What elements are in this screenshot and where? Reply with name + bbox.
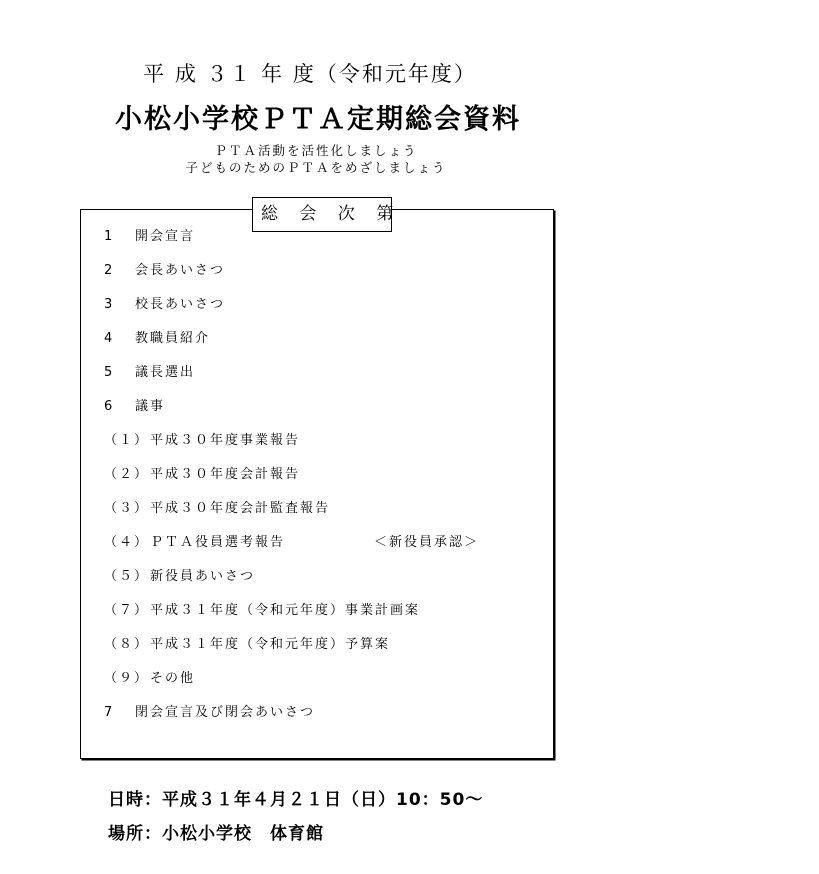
slogan-line: ＰＴＡ活動を活性化しましょう: [214, 143, 418, 158]
agenda-sub-item: [104, 431, 420, 465]
agenda-item: [104, 261, 420, 295]
agenda-item: [104, 363, 420, 397]
agenda-label: 閉会宣言及び閉会あいさつ: [135, 705, 316, 720]
agenda-sub-label: 平成３０年度事業報告: [150, 433, 301, 448]
agenda-label: 議事: [135, 399, 166, 414]
agenda-label: 開会宣言: [135, 229, 196, 244]
agenda-item: [104, 227, 420, 261]
agenda-sub-number: （８）: [104, 637, 150, 652]
slogan-line: 子どものためのＰＴＡをめざしましょう: [185, 160, 447, 175]
agenda-label: 会長あいさつ: [135, 263, 226, 278]
event-datetime: 日時：平成３１年４月２１日（日）10：50～: [108, 790, 484, 810]
agenda-label: 議長選出: [135, 365, 196, 380]
agenda-list: [104, 227, 480, 737]
agenda-number: 3: [104, 297, 115, 312]
agenda-sub-item: [104, 601, 420, 635]
agenda-sub-number: （９）: [104, 671, 150, 686]
agenda-sub-label: 新役員あいさつ: [150, 569, 256, 584]
agenda-sub-label: 平成３１年度（令和元年度）事業計画案: [150, 603, 421, 618]
agenda-sub-number: （２）: [104, 467, 150, 482]
agenda-number: 6: [104, 399, 115, 414]
agenda-sub-number: （７）: [104, 603, 150, 618]
agenda-sub-number: （３）: [104, 501, 150, 516]
agenda-item: [104, 703, 420, 737]
agenda-number: 2: [104, 263, 115, 278]
agenda-number: 5: [104, 365, 115, 380]
agenda-number: 1: [104, 229, 115, 244]
era-title: 平 成 ３１ 年 度（令和元年度）: [143, 62, 477, 86]
agenda-sub-item: [104, 669, 420, 703]
agenda-item: [104, 295, 420, 329]
agenda-sub-item: [104, 465, 420, 499]
event-venue: 場所：小松小学校 体育館: [108, 824, 324, 844]
agenda-item: [104, 329, 420, 363]
agenda-sub-item: [104, 499, 420, 533]
agenda-sub-label: 平成３０年度会計監査報告: [150, 501, 331, 516]
document-title: 小松小学校ＰＴＡ定期総会資料: [115, 104, 521, 135]
agenda-sub-number: （１）: [104, 433, 150, 448]
agenda-sub-item: [104, 533, 480, 567]
agenda-number: 4: [104, 331, 115, 346]
agenda-sub-item: [104, 635, 420, 669]
agenda-sub-label: 平成３０年度会計報告: [150, 467, 301, 482]
agenda-sub-label: 平成３１年度（令和元年度）予算案: [150, 637, 391, 652]
agenda-sub-number: （４）: [104, 535, 150, 550]
agenda-sub-label: その他: [150, 671, 196, 686]
agenda-label: 校長あいさつ: [135, 297, 226, 312]
program-heading: 総 会 次 第: [252, 197, 392, 232]
agenda-number: 7: [104, 705, 115, 720]
agenda-note: ＜新役員承認＞: [374, 535, 480, 550]
agenda-sub-number: （５）: [104, 569, 150, 584]
agenda-label: 教職員紹介: [135, 331, 211, 346]
agenda-item: [104, 397, 420, 431]
agenda-sub-item: [104, 567, 420, 601]
agenda-sub-label: ＰＴＡ役員選考報告: [150, 535, 286, 550]
